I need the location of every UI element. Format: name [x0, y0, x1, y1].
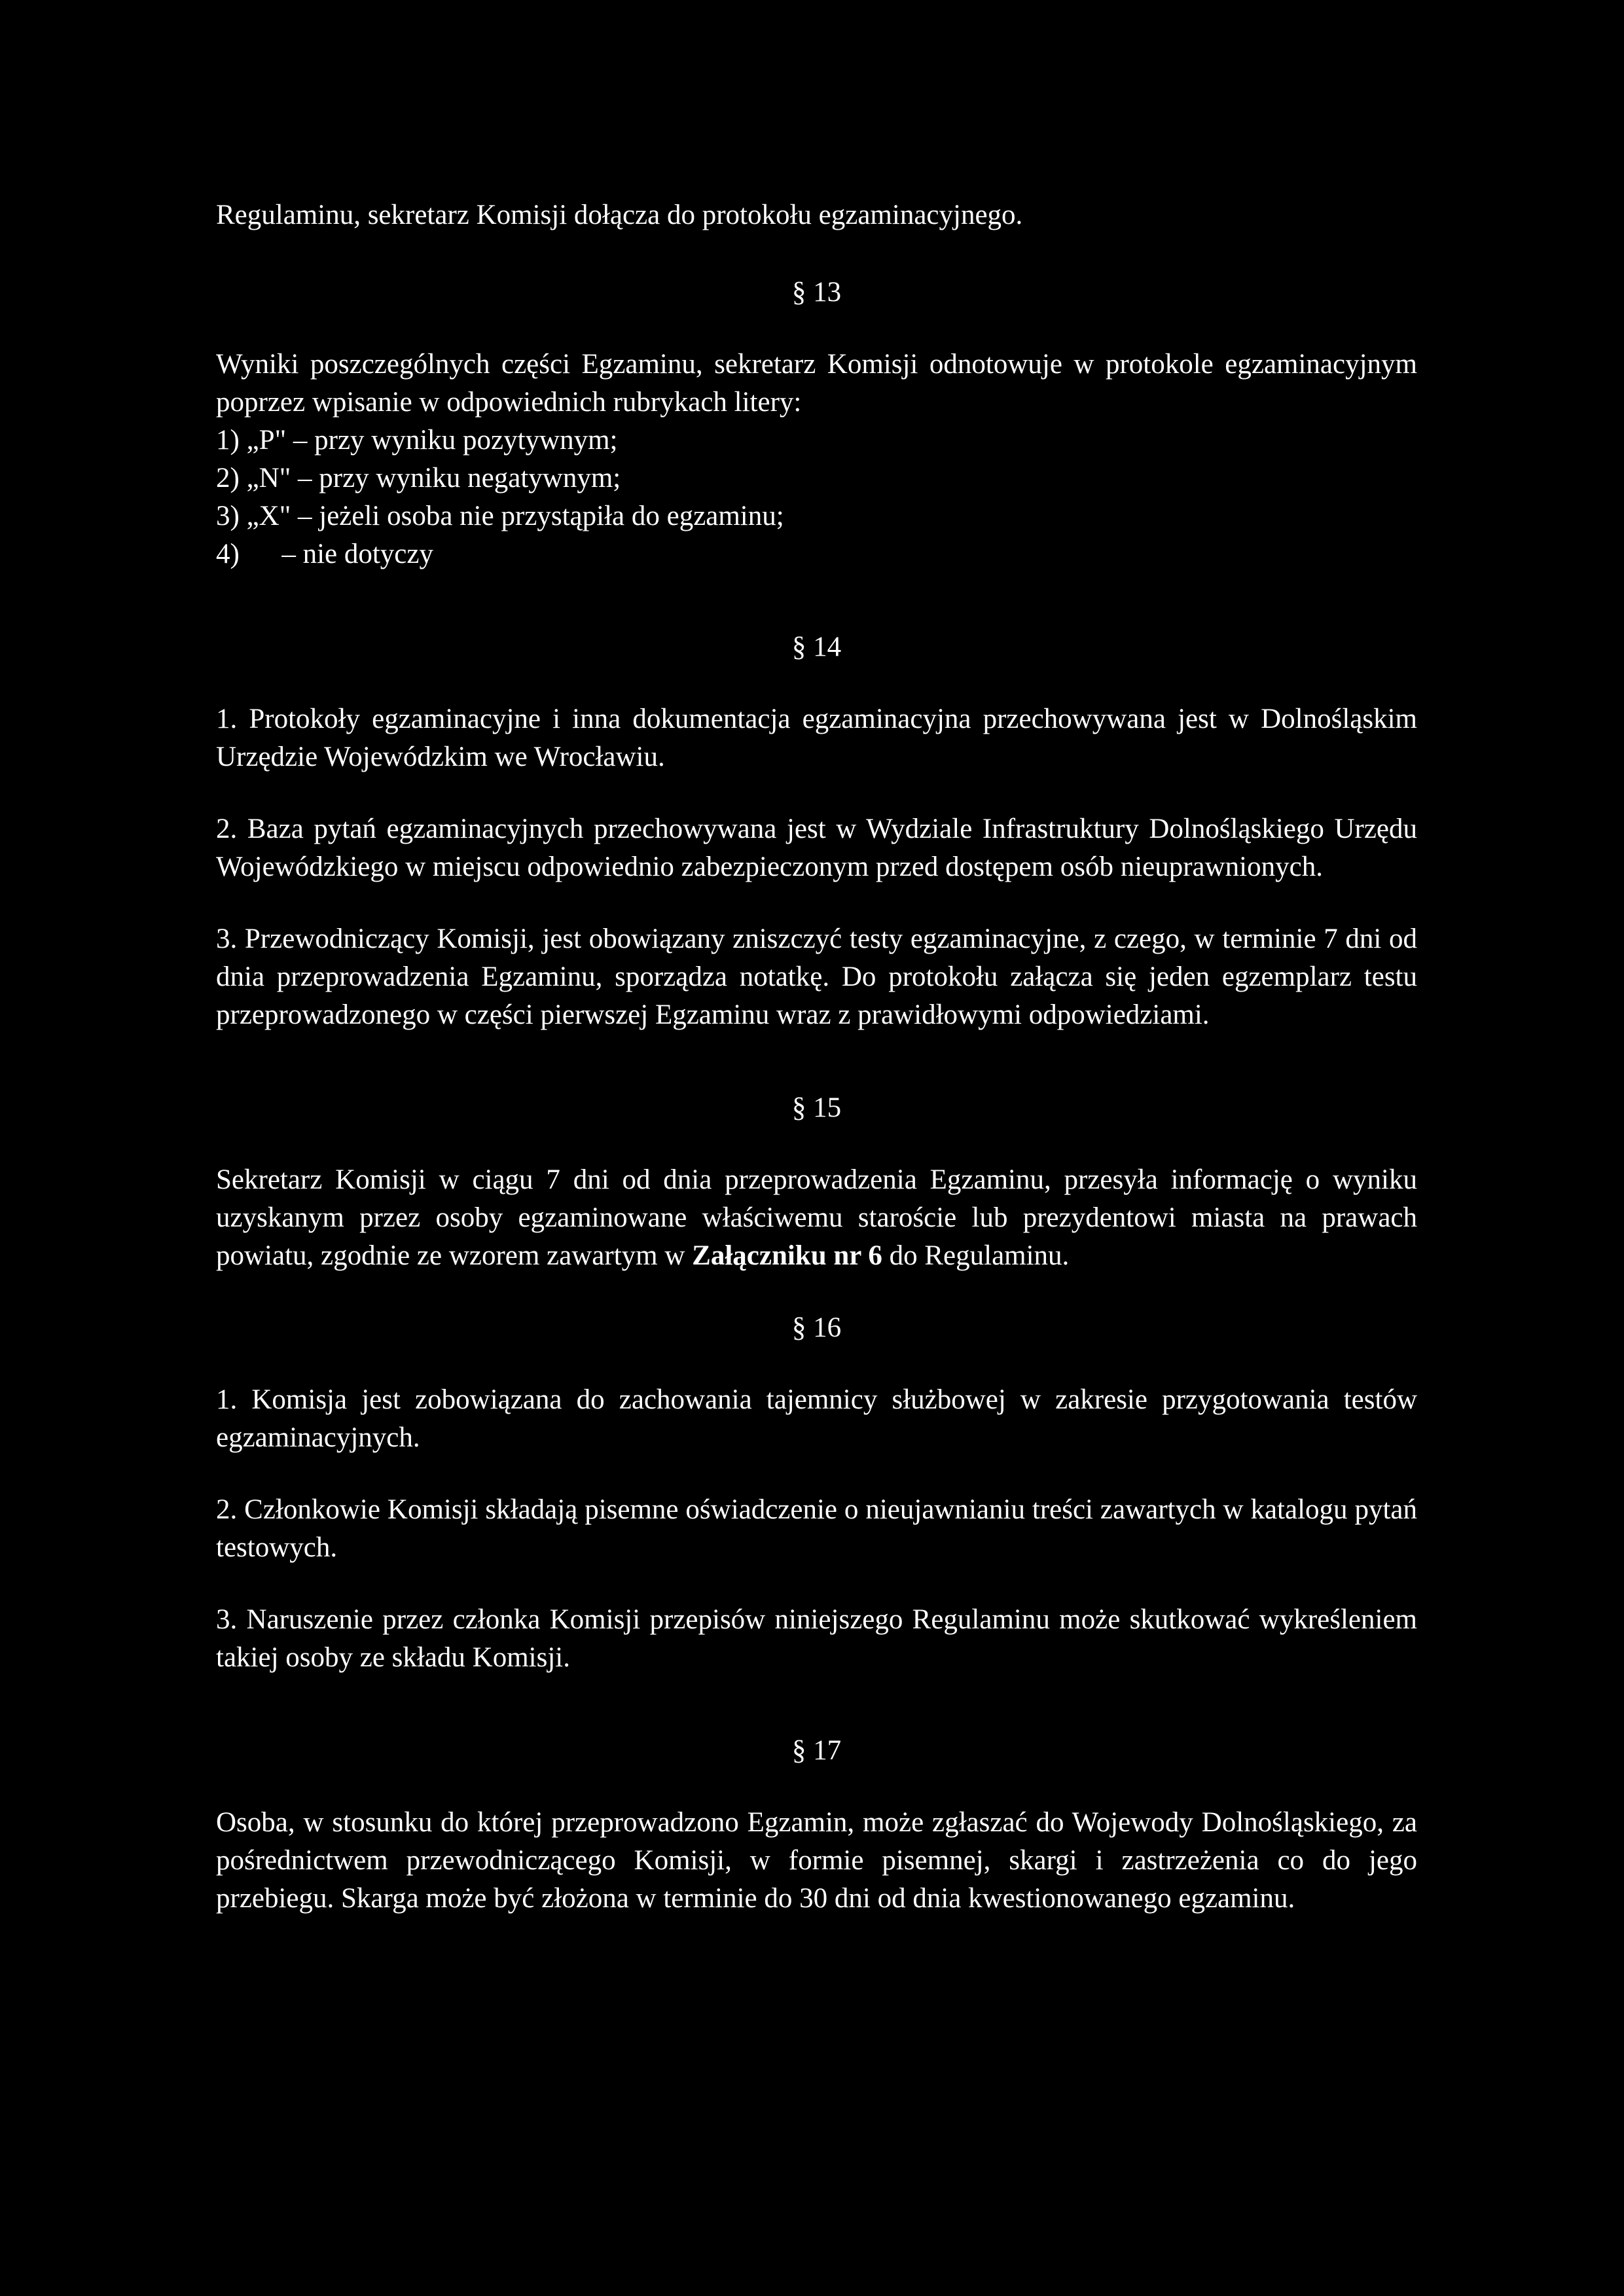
paragraph-12-tail: Regulaminu, sekretarz Komisji dołącza do protokołu egzaminacyjnego. [216, 200, 1023, 230]
section-13-heading: § 13 [791, 277, 842, 308]
annex-6-reference: Załączniku nr 6 [692, 1240, 882, 1271]
section-13-item-2: 2) „N" – przy wyniku negatywnym; [216, 463, 621, 493]
section-17-paragraph: Osoba, w stosunku do której przeprowadzono Egzamin, może zgłaszać do Wojewody Dolnośląskiego, za pośrednictwem przewodniczącego Komisji, w formie pisemnej, skargi i zastrzeżenia co do jego przebiegu. Skarga może być złożona w terminie do 30 dni od dnia kwestionowanego egzaminu. [216, 1807, 1417, 1914]
section-16-paragraph-2: 2. Członkowie Komisji składają pisemne oświadczenie o nieujawnianiu treści zawartych w katalogu pytań testowych. [216, 1494, 1417, 1563]
section-14-paragraph-3: 3. Przewodniczący Komisji, jest obowiązany zniszczyć testy egzaminacyjne, z czego, w terminie 7 dni od dnia przeprowadzenia Egzaminu, sporządza notatkę. Do protokołu załącza się jeden egzemplarz testu przeprowadzonego w części pierwszej Egzaminu wraz z prawidłowymi odpowiedziami. [216, 924, 1417, 1030]
section-13-item-4: 4) – nie dotyczy [216, 539, 433, 569]
section-16-heading: § 16 [791, 1312, 842, 1343]
section-15-text-after: do Regulaminu. [882, 1240, 1070, 1271]
section-14-paragraph-1: 1. Protokoły egzaminacyjne i inna dokumentacja egzaminacyjna przechowywana jest w Dolnośląskim Urzędzie Wojewódzkim we Wrocławiu. [216, 704, 1417, 772]
section-14-paragraph-2: 2. Baza pytań egzaminacyjnych przechowywana jest w Wydziale Infrastruktury Dolnośląskiego Urzędu Wojewódzkiego w miejscu odpowiednio zabezpieczonym przed dostępem osób nieuprawnionych. [216, 814, 1417, 882]
section-13-item-3: 3) „X" – jeżeli osoba nie przystąpiła do egzaminu; [216, 501, 784, 531]
section-14-heading: § 14 [791, 632, 842, 662]
section-15-text-before: Sekretarz Komisji w ciągu 7 dni od dnia przeprowadzenia Egzaminu, przesyła informację o wyniku uzyskanym przez osoby egzaminowane właściwemu staroście lub prezydentowi miasta na prawach powiatu, zgodnie ze wzorem zawartym w [216, 1164, 1417, 1271]
section-13-item-1: 1) „P" – przy wyniku pozytywnym; [216, 425, 618, 456]
section-17-heading: § 17 [791, 1735, 842, 1766]
section-16-paragraph-3: 3. Naruszenie przez członka Komisji przepisów niniejszego Regulaminu może skutkować wykreśleniem takiej osoby ze składu Komisji. [216, 1604, 1417, 1673]
section-15-heading: § 15 [791, 1092, 842, 1123]
section-15-paragraph [216, 1161, 1417, 1275]
section-13-intro: Wyniki poszczególnych części Egzaminu, sekretarz Komisji odnotowuje w protokole egzaminacyjnym poprzez wpisanie w odpowiednich rubrykach litery: [216, 349, 1417, 418]
section-16-paragraph-1: 1. Komisja jest zobowiązana do zachowania tajemnicy służbowej w zakresie przygotowania testów egzaminacyjnych. [216, 1384, 1417, 1453]
document-page [216, 196, 1417, 1918]
